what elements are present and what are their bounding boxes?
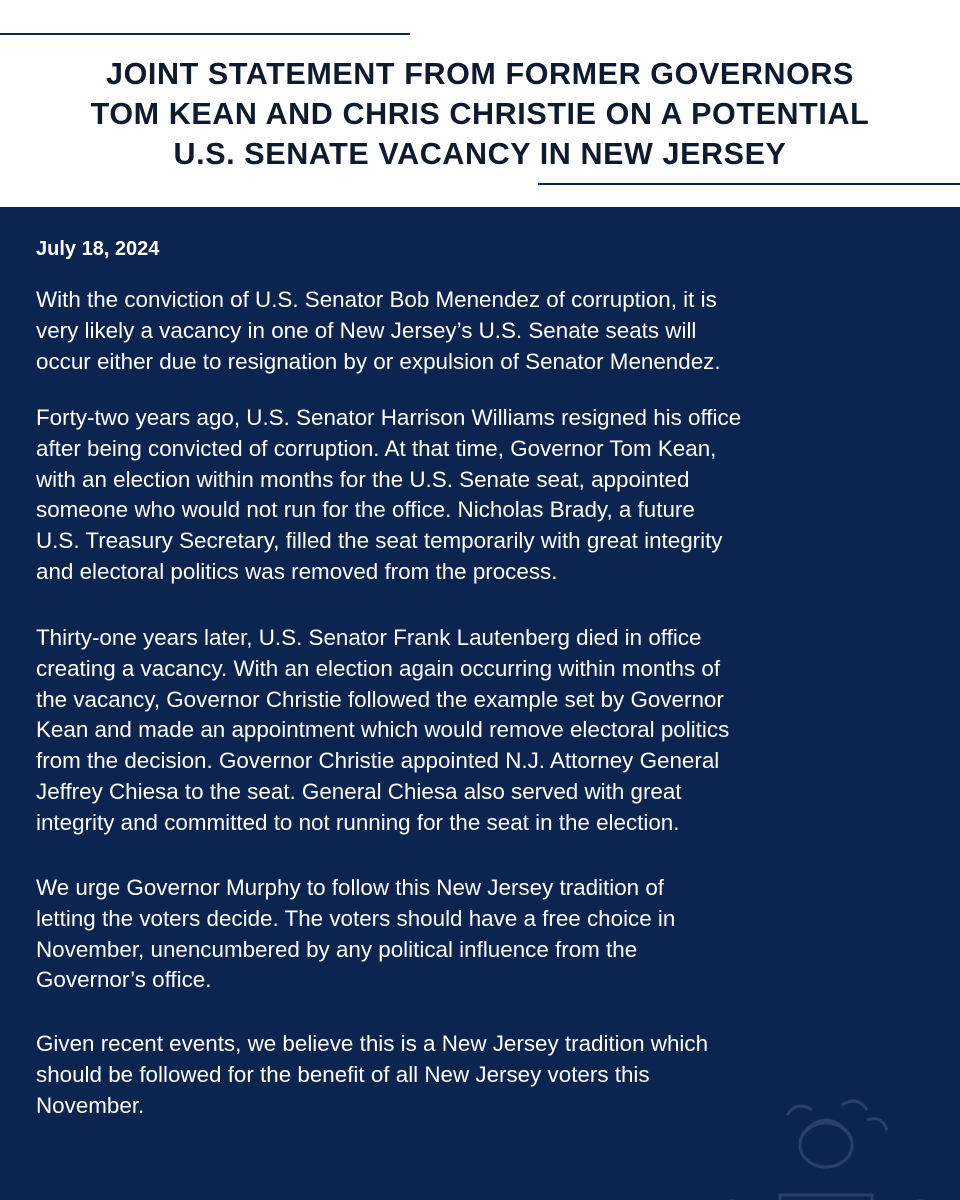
paragraph-line: Thirty-one years later, U.S. Senator Frank Lautenberg died in office [36, 625, 702, 650]
paragraph-line: someone who would not run for the office. Nicholas Brady, a future [36, 497, 695, 523]
paragraph-line: creating a vacancy. With an election again occurring within months of [36, 655, 721, 681]
paragraph-line: Given recent events, we believe this is a New Jersey tradition which [36, 1031, 709, 1056]
paragraph-line: letting the voters decide. The voters should have a free choice in [36, 905, 676, 931]
paragraph-line: very likely a vacancy in one of New Jersey’s U.S. Senate seats will [36, 317, 697, 343]
paragraph-line: November. [36, 1092, 145, 1118]
paragraph-line: integrity and committed to not running for the seat in the election. [36, 809, 680, 835]
statement-date: July 18, 2024 [36, 238, 160, 260]
paragraph-line: the vacancy, Governor Christie followed the example set by Governor [36, 686, 724, 712]
paragraph-line: Jeffrey Chiesa to the seat. General Chiesa also served with great [36, 778, 682, 804]
title-line: TOM KEAN AND CHRIS CHRISTIE ON A POTENTIAL [90, 97, 870, 131]
paragraph-line: from the decision. Governor Christie appointed N.J. Attorney General [36, 748, 720, 774]
header-top-rule [0, 33, 410, 35]
paragraph-line: U.S. Treasury Secretary, filled the seat temporarily with great integrity [36, 528, 723, 554]
header-bottom-rule [538, 183, 960, 185]
statement-paragraph [36, 285, 924, 377]
statement-paragraph [36, 403, 924, 588]
paragraph-line: occur either due to resignation by or expulsion of Senator Menendez. [36, 348, 721, 374]
paragraph-line: November, unencumbered by any political influence from the [36, 936, 638, 962]
paragraph-line: with an election within months for the U.S. Senate seat, appointed [36, 466, 690, 492]
statement-body [0, 207, 960, 1200]
statement-header [0, 0, 960, 207]
statement-paragraph [36, 873, 924, 996]
statement-paragraph [36, 1029, 924, 1121]
paragraph-line: Forty-two years ago, U.S. Senator Harrison Williams resigned his office [36, 405, 742, 430]
statement-paragraph [36, 623, 924, 839]
paragraph-line: Governor’s office. [36, 967, 212, 993]
statement-title [40, 54, 920, 174]
paragraph-line: With the conviction of U.S. Senator Bob Menendez of corruption, it is [36, 287, 717, 312]
title-line: JOINT STATEMENT FROM FORMER GOVERNORS [106, 57, 854, 91]
paragraph-line: and electoral politics was removed from the process. [36, 558, 558, 584]
paragraph-line: after being convicted of corruption. At that time, Governor Tom Kean, [36, 435, 717, 461]
paragraph-line: Kean and made an appointment which would remove electoral politics [36, 717, 730, 743]
title-line: U.S. SENATE VACANCY IN NEW JERSEY [173, 137, 787, 171]
paragraph-line: should be followed for the benefit of all New Jersey voters this [36, 1061, 650, 1087]
paragraph-line: We urge Governor Murphy to follow this New Jersey tradition of [36, 875, 665, 900]
